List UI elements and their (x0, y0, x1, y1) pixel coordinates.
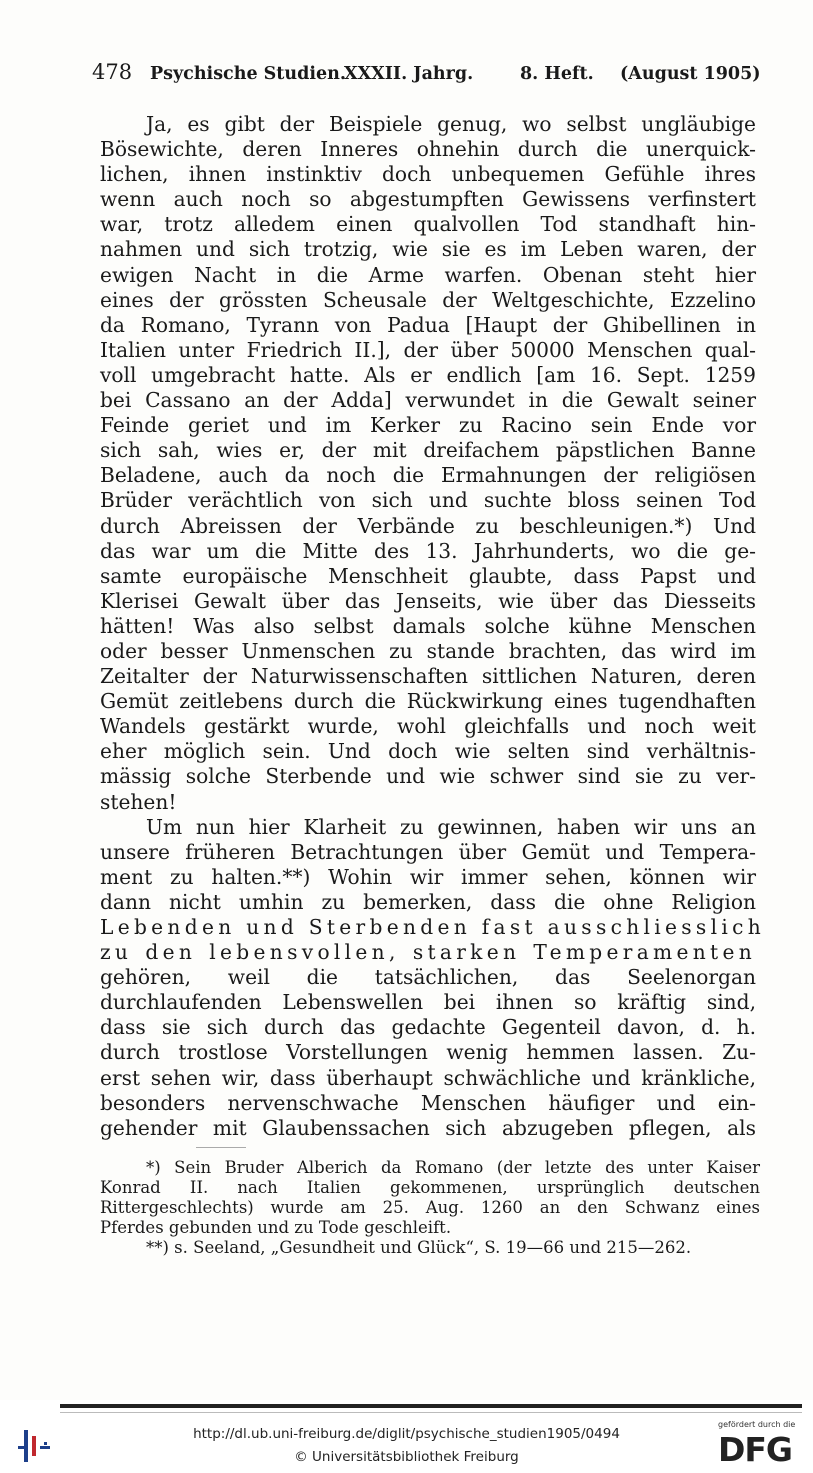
footnote-line: Konrad II. nach Italien gekommenen, ursprünglich deutschen (100, 1178, 760, 1197)
text-line: eher möglich sein. Und doch wie selten sind verhältnis- (100, 739, 756, 764)
text-line: dann nicht umhin zu bemerken, dass die ohne Religion (100, 889, 756, 914)
text-line: Klerisei Gewalt über das Jenseits, wie über das Diesseits (100, 588, 756, 613)
issue: 8. Heft. (520, 64, 594, 84)
text-line: ewigen Nacht in die Arme warfen. Obenan steht hier (100, 262, 756, 287)
text-line: Um nun hier Klarheit zu gewinnen, haben wir uns an (146, 814, 756, 839)
text-line: nahmen und sich trotzig, wie sie es im Leben waren, der (100, 237, 756, 262)
text-line: bei Cassano an der Adda] verwundet in die Gewalt seiner (100, 388, 756, 413)
text-line: war, trotz alledem einen qualvollen Tod standhaft hin- (100, 212, 756, 237)
text-line: Beladene, auch da noch die Ermahnungen der religiösen (100, 463, 756, 488)
text-line: das war um die Mitte des 13. Jahrhunderts, wo die ge- (100, 538, 756, 563)
text-line: Ja, es gibt der Beispiele genug, wo selbst ungläubige (146, 112, 756, 136)
text-line: Wandels gestärkt wurde, wohl gleichfalls und noch weit (100, 714, 756, 739)
text-line: wenn auch noch so abgestumpften Gewissens verfinstert (100, 187, 756, 212)
footnote-divider (196, 1147, 246, 1148)
footnote-line: *) Sein Bruder Alberich da Romano (der letzte des unter Kaiser (146, 1158, 760, 1177)
text-line: Zeitalter der Naturwissenschaften sittlichen Naturen, deren (100, 664, 756, 689)
text-line: Feinde geriet und im Kerker zu Racino sein Ende vor (100, 413, 756, 438)
text-line: lichen, ihnen instinktiv doch unbequemen Gefühle ihres (100, 162, 756, 187)
running-header (92, 58, 762, 92)
text-line-spaced: Lebenden und Sterbenden fast ausschliesslich (100, 915, 766, 939)
issue-date: (August 1905) (620, 64, 761, 84)
text-line: Bösewichte, deren Inneres ohnehin durch die unerquick- (100, 137, 756, 162)
text-line: Brüder verächtlich von sich und suchte bloss seinen Tod (100, 488, 756, 513)
viewer-footer (0, 1416, 813, 1473)
permalink-url[interactable]: http://dl.ub.uni-freiburg.de/diglit/psychische_studien1905/0494 (193, 1426, 620, 1442)
footnote-line: Rittergeschlechts) wurde am 25. Aug. 1260 an den Schwanz eines (100, 1198, 760, 1217)
text-line: Gemüt zeitlebens durch die Rückwirkung eines tugendhaften (100, 689, 756, 714)
footnote-line: Pferdes gebunden und zu Tode geschleift. (100, 1218, 452, 1237)
page-bottom-line (60, 1412, 802, 1413)
text-line: erst sehen wir, dass überhaupt schwächliche und kränkliche, (100, 1065, 756, 1090)
dfg-logo: DFG (718, 1430, 793, 1469)
footnotes (100, 1158, 760, 1258)
text-line: samte europäische Menschheit glaubte, dass Papst und (100, 563, 756, 588)
text-line: durch Abreissen der Verbände zu beschleunigen.*) Und (100, 513, 756, 538)
text-line: voll umgebracht hatte. Als er endlich [am 16. Sept. 1259 (100, 362, 756, 387)
text-line: gehender mit Glaubenssachen sich abzugeben pflegen, als (100, 1115, 756, 1140)
dfg-caption: gefördert durch die (718, 1420, 796, 1429)
text-line: stehen! (100, 789, 177, 814)
text-line-spaced: zu den lebensvollen, starken Temperamenten (100, 940, 756, 965)
volume: XXXII. Jahrg. (344, 64, 474, 84)
text-line: durchlaufenden Lebenswellen bei ihnen so kräftig sind, (100, 990, 756, 1015)
text-line: ment zu halten.**) Wohin wir immer sehen, können wir (100, 864, 756, 889)
text-line: eines der grössten Scheusale der Weltgeschichte, Ezzelino (100, 287, 756, 312)
text-line: Italien unter Friedrich II.], der über 50000 Menschen qual- (100, 337, 756, 362)
footnote-line: **) s. Seeland, „Gesundheit und Glück“, S. 19—66 und 215—262. (146, 1238, 692, 1257)
text-line: dass sie sich durch das gedachte Gegenteil davon, d. h. (100, 1015, 756, 1040)
text-line: mässig solche Sterbende und wie schwer sind sie zu ver- (100, 764, 756, 789)
text-line: da Romano, Tyrann von Padua [Haupt der Ghibellinen in (100, 312, 756, 337)
text-line: gehören, weil die tatsächlichen, das Seelenorgan (100, 965, 756, 990)
text-line: oder besser Unmenschen zu stande brachten, das wird im (100, 638, 756, 663)
text-line: hätten! Was also selbst damals solche kühne Menschen (100, 613, 756, 638)
text-line: unsere früheren Betrachtungen über Gemüt und Tempera- (100, 839, 756, 864)
text-line: besonders nervenschwache Menschen häufiger und ein- (100, 1090, 756, 1115)
body-text (100, 112, 766, 1141)
text-line: sich sah, wies er, der mit dreifachem päpstlichen Banne (100, 438, 756, 463)
text-line: durch trostlose Vorstellungen wenig hemmen lassen. Zu- (100, 1040, 756, 1065)
page-number: 478 (92, 60, 133, 84)
copyright: © Universitätsbibliothek Freiburg (294, 1449, 519, 1465)
journal-title: Psychische Studien. (150, 64, 346, 84)
page-bottom-edge (60, 1404, 802, 1408)
